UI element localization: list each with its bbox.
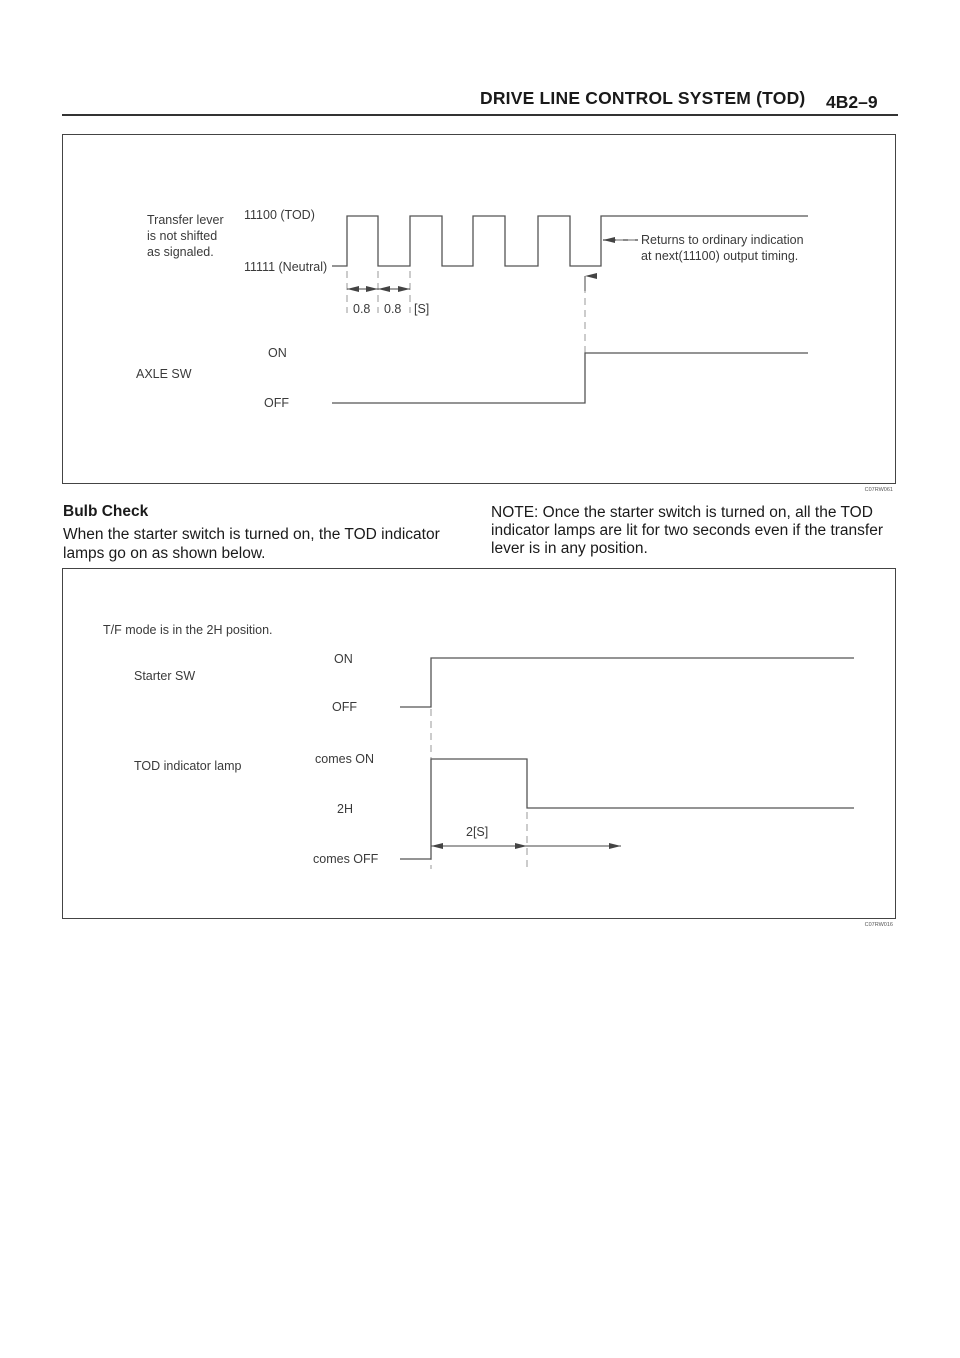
figure-transfer-timing xyxy=(62,134,896,493)
label-starter-on: ON xyxy=(334,652,353,666)
label-returns-line1: Returns to ordinary indication xyxy=(641,233,804,247)
label-axle-sw: AXLE SW xyxy=(136,367,192,381)
label-lamp-comes-on: comes ON xyxy=(315,752,375,766)
label-transfer-line1: Transfer lever xyxy=(147,213,224,227)
label-duration: 2[S] xyxy=(466,825,489,839)
label-transfer-line2: is not shifted xyxy=(147,229,218,243)
section-text: When the starter switch is turned on, the TOD indicator lamps go on as shown below. xyxy=(63,526,440,562)
label-starter-off: OFF xyxy=(332,700,357,714)
label-tod-level: 11100 (TOD) xyxy=(244,208,315,222)
figure-code: C07RW016 xyxy=(864,922,893,928)
label-starter-sw: Starter SW xyxy=(134,669,196,683)
label-tf-mode: T/F mode is in the 2H position. xyxy=(103,623,273,637)
label-neutral-level: 11111 (Neutral) xyxy=(244,260,328,274)
axle-sw-waveform xyxy=(332,353,808,403)
section-note: NOTE: Once the starter switch is turned on, all the TOD indicator lamps are lit for two seconds even if the transfer lever is in any position. xyxy=(491,504,883,557)
label-lamp-2h: 2H xyxy=(337,802,353,816)
label-interval-2: 0.8 xyxy=(384,302,402,316)
section-title: Bulb Check xyxy=(63,503,149,520)
page-number: 4B2–9 xyxy=(826,92,878,112)
page-header-title: DRIVE LINE CONTROL SYSTEM (TOD) xyxy=(480,88,806,108)
bulb-check-diagram xyxy=(63,569,897,920)
starter-sw-waveform xyxy=(400,658,854,707)
figure-bulb-check-timing xyxy=(62,568,896,928)
label-axle-on: ON xyxy=(268,346,287,360)
label-interval-1: 0.8 xyxy=(353,302,371,316)
figure-code: C07RW061 xyxy=(864,487,893,493)
label-axle-off: OFF xyxy=(264,396,289,410)
label-lamp-comes-off: comes OFF xyxy=(313,852,379,866)
tod-lamp-waveform xyxy=(400,759,854,859)
label-interval-unit: [S] xyxy=(414,302,430,316)
transfer-timing-diagram xyxy=(63,135,897,485)
label-transfer-line3: as signaled. xyxy=(147,245,214,259)
label-tod-lamp: TOD indicator lamp xyxy=(134,759,242,773)
label-returns-line2: at next(11100) output timing. xyxy=(641,249,799,263)
header-rule xyxy=(62,114,898,116)
